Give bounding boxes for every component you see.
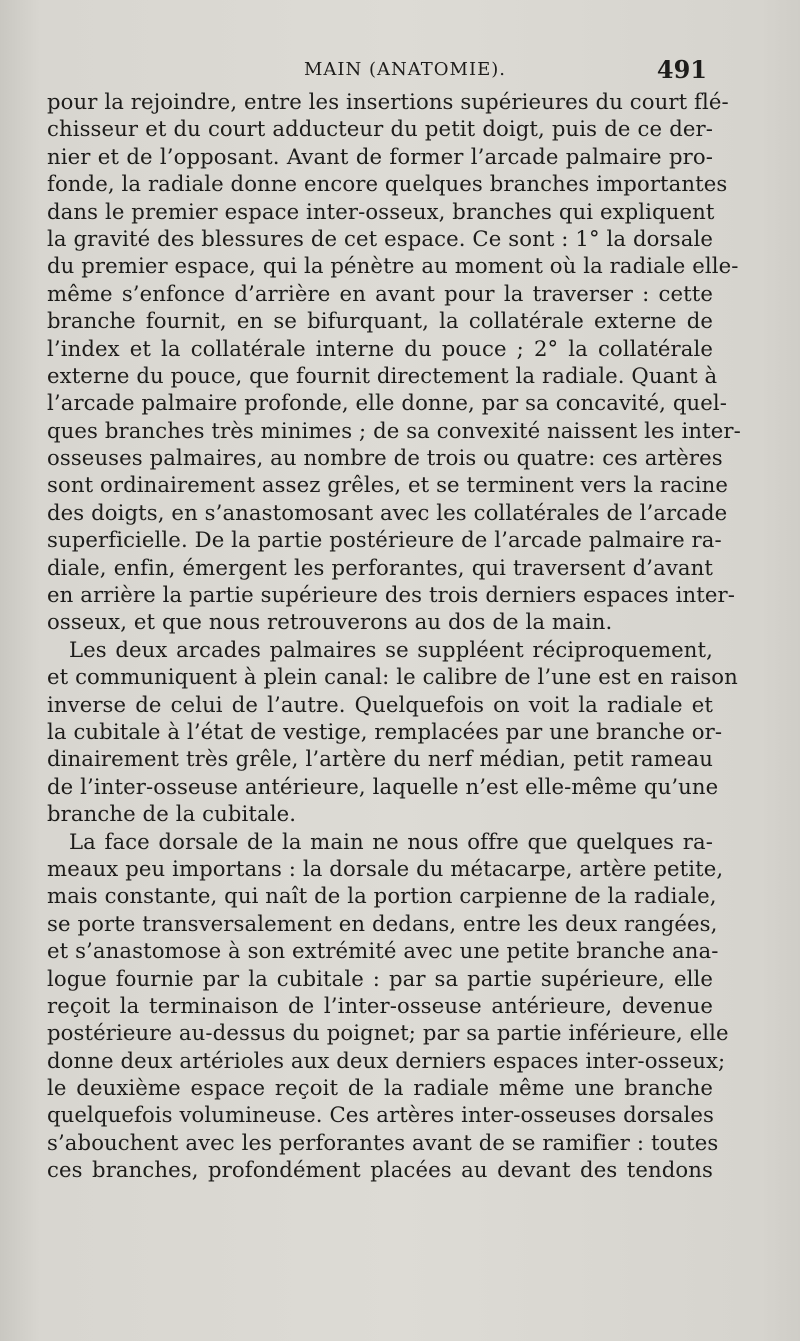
text-line: externe du pouce, que fournit directement la radiale. Quant à <box>47 362 718 388</box>
text-line: ques branches très minimes ; de sa convexité naissent les inter- <box>47 417 741 443</box>
text-line: mais constante, qui naît de la portion carpienne de la radiale, <box>47 883 717 909</box>
text-line: logue fournie par la cubitale : par sa partie supérieure, elle <box>47 965 713 991</box>
text-line: Les deux arcades palmaires se suppléent réciproquement, <box>69 636 713 662</box>
text-line: dans le premier espace inter-osseux, branches qui expliquent <box>47 198 715 224</box>
text-line: du premier espace, qui la pénètre au moment où la radiale elle- <box>47 253 739 279</box>
text-line: osseux, et que nous retrouverons au dos de la main. <box>47 609 613 635</box>
text-line: meaux peu importans : la dorsale du métacarpe, artère petite, <box>47 855 724 881</box>
text-line: dinairement très grêle, l’artère du nerf médian, petit rameau <box>47 746 713 772</box>
text-line: nier et de l’opposant. Avant de former l’arcade palmaire pro- <box>47 143 713 169</box>
body-text <box>47 88 741 1184</box>
text-line: même s’enfonce d’arrière en avant pour la traverser : cette <box>47 280 713 306</box>
text-line: l’arcade palmaire profonde, elle donne, par sa concavité, quel- <box>47 390 728 416</box>
text-line: chisseur et du court adducteur du petit doigt, puis de ce der- <box>47 116 713 142</box>
text-line: postérieure au-dessus du poignet; par sa partie inférieure, elle <box>47 1020 729 1046</box>
text-line: ces branches, profondément placées au devant des tendons <box>47 1157 713 1183</box>
paragraph <box>47 636 738 828</box>
page-number: 491 <box>656 55 707 84</box>
text-line: et communiquent à plein canal: le calibre de l’une est en raison <box>47 664 738 690</box>
text-line: la cubitale à l’état de vestige, remplacées par une branche or- <box>47 718 723 744</box>
text-line: branche fournit, en se bifurquant, la collatérale externe de <box>47 308 713 334</box>
text-line: inverse de celui de l’autre. Quelquefois on voit la radiale et <box>47 691 713 717</box>
running-head: MAIN (ANATOMIE). <box>304 59 506 80</box>
text-line: pour la rejoindre, entre les insertions supérieures du court flé- <box>47 89 729 114</box>
text-line: en arrière la partie supérieure des trois derniers espaces inter- <box>47 582 735 608</box>
text-line: donne deux artérioles aux deux derniers espaces inter-osseux; <box>47 1047 726 1073</box>
text-line: La face dorsale de la main ne nous offre que quelques ra- <box>69 828 713 854</box>
text-line: la gravité des blessures de cet espace. Ce sont : 1° la dorsale <box>47 225 713 251</box>
text-line: reçoit la terminaison de l’inter-osseuse antérieure, devenue <box>47 992 713 1018</box>
paragraph <box>47 88 741 636</box>
text-line: sont ordinairement assez grêles, et se terminent vers la racine <box>47 472 729 498</box>
paragraph <box>47 828 729 1184</box>
text-line: quelquefois volumineuse. Ces artères inter-osseuses dorsales <box>47 1102 715 1128</box>
text-line: l’index et la collatérale interne du pouce ; 2° la collatérale <box>47 335 713 361</box>
text-line: le deuxième espace reçoit de la radiale même une branche <box>47 1075 713 1101</box>
text-line: s’abouchent avec les perforantes avant de se ramifier : toutes <box>47 1129 719 1155</box>
text-line: superficielle. De la partie postérieure de l’arcade palmaire ra- <box>47 527 722 553</box>
text-line: de l’inter-osseuse antérieure, laquelle n’est elle-même qu’une <box>47 773 719 799</box>
text-line: et s’anastomose à son extrémité avec une petite branche ana- <box>47 938 719 964</box>
text-line: des doigts, en s’anastomosant avec les collatérales de l’arcade <box>47 499 728 525</box>
text-line: diale, enfin, émergent les perforantes, qui traversent d’avant <box>47 554 713 580</box>
text-line: fonde, la radiale donne encore quelques branches importantes <box>47 171 728 197</box>
text-line: osseuses palmaires, au nombre de trois ou quatre: ces artères <box>47 445 723 471</box>
text-line: se porte transversalement en dedans, entre les deux rangées, <box>47 910 718 936</box>
text-line: branche de la cubitale. <box>47 801 297 827</box>
page-header <box>0 55 800 89</box>
